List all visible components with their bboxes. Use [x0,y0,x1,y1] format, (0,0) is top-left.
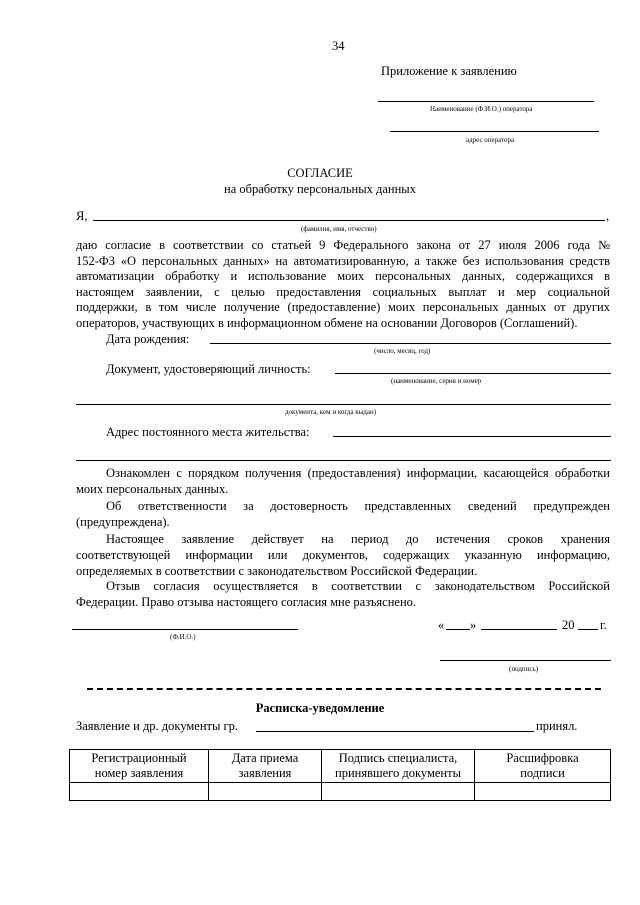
paragraph1-line1: даю согласие в соответствии со статьей 9 Федерального закона от 27 июля 2006 года № [76,238,610,252]
signature-fio-caption: (Ф.И.О.) [170,633,196,641]
signature-fio-line [72,629,298,630]
paragraph5-line2: Федерации. Право отзыва настоящего согласия мне разъяснено. [76,595,417,609]
receipt-line-prefix: Заявление и др. документы гр. [76,719,239,733]
receipt-line-suffix: принял. [536,719,578,733]
id-document-caption: (наименование, серия и номер [391,377,482,385]
paragraph4-line2: соответствующей информации или документов, содержащих указанную информацию, [76,548,610,562]
id-document-label: Документ, удостоверяющий личность: [106,362,311,376]
fio-line [93,220,605,221]
birth-date-caption: (число, месяц, год) [374,347,431,355]
date-year-prefix: 20 [562,618,575,632]
table-cell [209,783,322,801]
date-month-line [481,629,557,630]
consent-subtitle: на обработку персональных данных [224,182,416,196]
paragraph4-line1: Настоящее заявление действует на период до истечения сроков хранения [106,532,610,546]
receipt-table [69,749,611,801]
date-day-line [446,629,470,630]
paragraph1-line5: поддержки, в том числе получение (предоставление) моих персональных данных от других [76,300,610,314]
paragraph4-line3: определяемых в соответствии с законодательством Российской Федерации. [76,564,478,578]
id-document-line2 [76,404,611,405]
table-header-row [70,750,611,783]
address-line [333,436,611,437]
cut-line [87,688,601,690]
fio-caption: (фамилия, имя, отчество) [301,225,377,233]
paragraph3-line2: (предупреждена). [76,515,170,529]
paragraph2-line2: моих персональных данных. [76,482,229,496]
id-document-line [335,373,611,374]
operator-name-caption: Наименование (Ф.И.О.) оператора [430,105,533,113]
table-cell [322,783,475,801]
signature-line [440,660,611,661]
birth-date-label: Дата рождения: [106,332,190,346]
table-header-cell: Расшифровка подписи [475,750,611,783]
table-cell [475,783,611,801]
table-header-cell: Дата приема заявления [209,750,322,783]
paragraph1-line3: автоматизации обработку и использование моих персональных данных, содержащихся в [76,269,610,283]
paragraph3-line1: Об ответственности за достоверность представленных сведений предупрежден [106,499,610,513]
consent-title: СОГЛАСИЕ [287,166,353,180]
paragraph1-line4: настоящем заявлении, с целью предоставления социальных выплат и мер социальной [76,285,610,299]
page-number: 34 [332,39,345,53]
paragraph2-line1: Ознакомлен с порядком получения (предоставления) информации, касающейся обработки [106,466,610,480]
operator-address-caption: адрес оператора [466,136,515,144]
date-close-quote: » [470,618,477,632]
table-cell [70,783,209,801]
address-label: Адрес постоянного места жительства: [106,425,310,439]
birth-date-line [210,343,611,344]
address-line2 [76,460,611,461]
date-open-quote: « [438,618,445,632]
paragraph1-line2: 152-ФЗ «О персональных данных» на автоматизированную, а также без использования средств [76,254,610,268]
table-header-cell: Регистрационный номер заявления [70,750,209,783]
table-row [70,783,611,801]
receipt-title: Расписка-уведомление [255,701,385,715]
appendix-title: Приложение к заявлению [381,64,517,78]
receipt-name-line [256,731,534,732]
date-year-suffix: г. [600,618,607,632]
signature-caption: (подпись) [509,665,539,673]
date-year-line [578,629,598,630]
operator-name-line [378,101,594,102]
id-document-caption2: документа, кем и когда выдан) [285,408,377,416]
paragraph5-line1: Отзыв согласия осуществляется в соответствии с законодательством Российской [106,579,610,593]
table-header-cell: Подпись специалиста, принявшего документы [322,750,475,783]
i-label: Я, [76,209,88,223]
operator-address-line [390,131,599,132]
paragraph1-line6: операторов, участвующих в информационном обмене на основании Договоров (Соглашений). [76,316,578,330]
fio-comma: , [606,209,610,223]
